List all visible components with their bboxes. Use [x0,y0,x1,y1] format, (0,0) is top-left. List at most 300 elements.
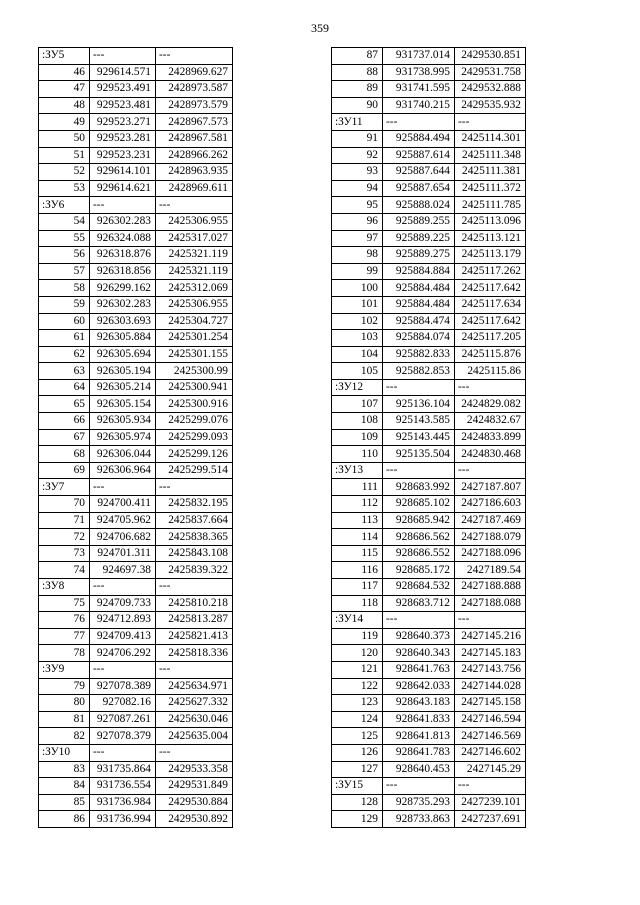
point-number: 127 [332,761,383,778]
coordinate-row [39,363,233,380]
y-coordinate: 2428973.587 [156,81,233,98]
y-coordinate: 2427187.469 [455,512,526,529]
y-coordinate: 2429531.758 [455,64,526,81]
x-coordinate: 928735.293 [383,794,455,811]
coordinate-row [332,263,526,280]
x-coordinate: 926306.044 [90,446,156,463]
point-number: 105 [332,363,383,380]
point-number: 121 [332,661,383,678]
y-coordinate: 2427188.888 [455,579,526,596]
x-placeholder: --- [90,744,156,761]
x-coordinate: 925882.833 [383,346,455,363]
coordinate-row [39,247,233,264]
coordinate-row [332,313,526,330]
point-number: 114 [332,529,383,546]
coordinate-row [39,678,233,695]
x-coordinate: 925884.484 [383,296,455,313]
point-number: 83 [39,761,90,778]
coordinate-row [332,280,526,297]
point-number: 62 [39,346,90,363]
coordinate-row [39,462,233,479]
point-number: 64 [39,379,90,396]
point-number: 90 [332,97,383,114]
y-coordinate: 2427146.569 [455,728,526,745]
point-number: 96 [332,213,383,230]
x-coordinate: 924709.413 [90,628,156,645]
point-number: 73 [39,545,90,562]
y-coordinate: 2427186.603 [455,496,526,513]
x-coordinate: 925143.585 [383,413,455,430]
y-coordinate: 2427144.028 [455,678,526,695]
coordinate-row [332,446,526,463]
x-coordinate: 928686.552 [383,545,455,562]
point-number: 58 [39,280,90,297]
parcel-group-row [332,612,526,629]
point-number: 104 [332,346,383,363]
point-number: 93 [332,164,383,181]
y-coordinate: 2425635.004 [156,728,233,745]
x-coordinate: 931736.554 [90,778,156,795]
y-placeholder: --- [455,114,526,131]
parcel-group-row [39,48,233,65]
point-number: 95 [332,197,383,214]
x-placeholder: --- [383,778,455,795]
coordinate-row [39,64,233,81]
parcel-label: :ЗУ8 [39,579,90,596]
y-coordinate: 2425300.99 [156,363,233,380]
y-coordinate: 2427188.088 [455,595,526,612]
point-number: 67 [39,429,90,446]
x-coordinate: 926303.693 [90,313,156,330]
y-coordinate: 2425117.642 [455,313,526,330]
y-coordinate: 2429530.892 [156,811,233,828]
parcel-group-row [332,114,526,131]
x-coordinate: 925889.275 [383,247,455,264]
point-number: 48 [39,97,90,114]
coordinate-row [39,446,233,463]
y-coordinate: 2424830.468 [455,446,526,463]
x-coordinate: 929523.481 [90,97,156,114]
y-coordinate: 2425117.205 [455,330,526,347]
y-coordinate: 2429532.888 [455,81,526,98]
x-coordinate: 928641.783 [383,744,455,761]
point-number: 46 [39,64,90,81]
x-placeholder: --- [90,48,156,65]
x-coordinate: 927078.379 [90,728,156,745]
y-coordinate: 2424833.899 [455,429,526,446]
x-coordinate: 924709.733 [90,595,156,612]
x-coordinate: 928641.813 [383,728,455,745]
coordinate-row [39,313,233,330]
x-coordinate: 928640.343 [383,645,455,662]
coordinates-table-left [38,47,233,828]
point-number: 81 [39,711,90,728]
y-coordinate: 2425113.096 [455,213,526,230]
coordinate-row [332,512,526,529]
point-number: 89 [332,81,383,98]
coordinate-row [39,130,233,147]
y-coordinate: 2427187.807 [455,479,526,496]
coordinate-row [39,728,233,745]
y-coordinate: 2425115.86 [455,363,526,380]
point-number: 102 [332,313,383,330]
coordinate-row [332,48,526,65]
coordinate-row [332,545,526,562]
y-coordinate: 2428973.579 [156,97,233,114]
y-coordinate: 2425321.119 [156,247,233,264]
x-placeholder: --- [90,197,156,214]
point-number: 87 [332,48,383,65]
coordinate-row [39,429,233,446]
y-coordinate: 2425321.119 [156,263,233,280]
parcel-label: :ЗУ5 [39,48,90,65]
y-coordinate: 2425111.381 [455,164,526,181]
y-placeholder: --- [455,612,526,629]
coordinate-row [39,280,233,297]
x-coordinate: 928640.453 [383,761,455,778]
y-placeholder: --- [156,197,233,214]
x-coordinate: 925135.504 [383,446,455,463]
coordinate-row [39,180,233,197]
coordinate-row [332,130,526,147]
y-coordinate: 2425114.301 [455,130,526,147]
y-coordinate: 2427145.158 [455,695,526,712]
point-number: 111 [332,479,383,496]
y-coordinate: 2425299.076 [156,413,233,430]
x-coordinate: 926305.694 [90,346,156,363]
point-number: 59 [39,296,90,313]
coordinate-row [332,64,526,81]
x-coordinate: 925882.853 [383,363,455,380]
point-number: 101 [332,296,383,313]
y-coordinate: 2427188.079 [455,529,526,546]
x-coordinate: 924712.893 [90,612,156,629]
coordinates-table-right [331,47,526,828]
x-coordinate: 925889.255 [383,213,455,230]
x-coordinate: 924700.411 [90,496,156,513]
point-number: 113 [332,512,383,529]
point-number: 51 [39,147,90,164]
y-coordinate: 2425306.955 [156,213,233,230]
coordinate-row [39,794,233,811]
x-coordinate: 928643.183 [383,695,455,712]
point-number: 124 [332,711,383,728]
y-coordinate: 2425312.069 [156,280,233,297]
point-number: 125 [332,728,383,745]
x-coordinate: 931735.864 [90,761,156,778]
y-coordinate: 2427145.29 [455,761,526,778]
y-coordinate: 2428969.627 [156,64,233,81]
coordinate-row [39,114,233,131]
coordinate-row [39,97,233,114]
point-number: 88 [332,64,383,81]
coordinate-row [332,562,526,579]
y-coordinate: 2425111.372 [455,180,526,197]
y-placeholder: --- [455,379,526,396]
x-placeholder: --- [383,612,455,629]
y-coordinate: 2425306.955 [156,296,233,313]
point-number: 129 [332,811,383,828]
coordinate-row [39,778,233,795]
parcel-group-row [332,778,526,795]
x-coordinate: 931736.984 [90,794,156,811]
point-number: 110 [332,446,383,463]
coordinate-row [39,612,233,629]
y-coordinate: 2425832.195 [156,496,233,513]
point-number: 123 [332,695,383,712]
y-coordinate: 2427239.101 [455,794,526,811]
y-coordinate: 2429531.849 [156,778,233,795]
x-coordinate: 926305.154 [90,396,156,413]
parcel-group-row [39,661,233,678]
coordinate-row [332,794,526,811]
coordinate-row [332,197,526,214]
y-coordinate: 2425117.262 [455,263,526,280]
point-number: 78 [39,645,90,662]
y-coordinate: 2425317.027 [156,230,233,247]
point-number: 56 [39,247,90,264]
x-placeholder: --- [383,462,455,479]
coordinate-row [39,379,233,396]
coordinate-row [332,628,526,645]
y-coordinate: 2425299.514 [156,462,233,479]
point-number: 50 [39,130,90,147]
x-coordinate: 924697.38 [90,562,156,579]
x-coordinate: 925884.484 [383,280,455,297]
y-placeholder: --- [455,778,526,795]
x-coordinate: 928641.763 [383,661,455,678]
coordinate-row [39,529,233,546]
point-number: 108 [332,413,383,430]
x-coordinate: 925889.225 [383,230,455,247]
coordinate-row [332,529,526,546]
y-coordinate: 2428966.262 [156,147,233,164]
parcel-group-row [39,479,233,496]
y-coordinate: 2425839.322 [156,562,233,579]
y-placeholder: --- [455,462,526,479]
coordinate-row [332,213,526,230]
x-coordinate: 926306.964 [90,462,156,479]
coordinate-row [39,711,233,728]
x-coordinate: 929523.491 [90,81,156,98]
y-coordinate: 2427145.216 [455,628,526,645]
coordinate-row [332,346,526,363]
point-number: 97 [332,230,383,247]
x-coordinate: 926305.194 [90,363,156,380]
x-coordinate: 929523.271 [90,114,156,131]
x-coordinate: 928683.992 [383,479,455,496]
coordinate-row [39,330,233,347]
x-coordinate: 928685.942 [383,512,455,529]
coordinate-row [332,661,526,678]
y-coordinate: 2428967.573 [156,114,233,131]
coordinate-row [39,230,233,247]
x-coordinate: 925888.024 [383,197,455,214]
coordinate-row [332,363,526,380]
y-coordinate: 2425117.634 [455,296,526,313]
point-number: 94 [332,180,383,197]
y-coordinate: 2425630.046 [156,711,233,728]
x-coordinate: 926302.283 [90,296,156,313]
point-number: 65 [39,396,90,413]
y-coordinate: 2428963.935 [156,164,233,181]
y-placeholder: --- [156,48,233,65]
point-number: 69 [39,462,90,479]
coordinate-row [39,263,233,280]
y-coordinate: 2427145.183 [455,645,526,662]
coordinate-row [332,164,526,181]
coordinate-row [332,744,526,761]
x-coordinate: 925136.104 [383,396,455,413]
page-number: 359 [311,21,329,35]
x-coordinate: 927078.389 [90,678,156,695]
coordinate-row [332,695,526,712]
x-coordinate: 928685.102 [383,496,455,513]
coordinate-row [39,761,233,778]
coordinate-row [39,147,233,164]
x-coordinate: 925884.474 [383,313,455,330]
coordinate-row [332,180,526,197]
coordinate-row [332,247,526,264]
parcel-label: :ЗУ9 [39,661,90,678]
x-coordinate: 926305.934 [90,413,156,430]
point-number: 74 [39,562,90,579]
y-coordinate: 2427143.756 [455,661,526,678]
point-number: 55 [39,230,90,247]
point-number: 77 [39,628,90,645]
point-number: 52 [39,164,90,181]
coordinate-row [332,97,526,114]
point-number: 112 [332,496,383,513]
y-coordinate: 2425838.365 [156,529,233,546]
coordinate-row [39,164,233,181]
x-coordinate: 928640.373 [383,628,455,645]
x-coordinate: 929523.231 [90,147,156,164]
x-coordinate: 925143.445 [383,429,455,446]
x-coordinate: 928642.033 [383,678,455,695]
x-placeholder: --- [383,379,455,396]
point-number: 128 [332,794,383,811]
y-placeholder: --- [156,579,233,596]
point-number: 72 [39,529,90,546]
x-coordinate: 928684.532 [383,579,455,596]
coordinate-row [39,346,233,363]
parcel-label: :ЗУ15 [332,778,383,795]
coordinate-row [332,81,526,98]
x-coordinate: 925884.494 [383,130,455,147]
coordinate-row [39,562,233,579]
x-coordinate: 924705.962 [90,512,156,529]
x-coordinate: 924706.682 [90,529,156,546]
x-coordinate: 929614.571 [90,64,156,81]
y-coordinate: 2425837.664 [156,512,233,529]
coordinate-row [332,147,526,164]
parcel-label: :ЗУ14 [332,612,383,629]
y-coordinate: 2429535.932 [455,97,526,114]
point-number: 122 [332,678,383,695]
y-coordinate: 2428969.611 [156,180,233,197]
point-number: 91 [332,130,383,147]
x-placeholder: --- [383,114,455,131]
coordinate-row [332,413,526,430]
y-coordinate: 2425634.971 [156,678,233,695]
y-coordinate: 2425301.254 [156,330,233,347]
point-number: 100 [332,280,383,297]
point-number: 66 [39,413,90,430]
y-coordinate: 2425115.876 [455,346,526,363]
parcel-label: :ЗУ11 [332,114,383,131]
coordinate-row [332,761,526,778]
point-number: 84 [39,778,90,795]
coordinate-row [39,811,233,828]
x-placeholder: --- [90,661,156,678]
coordinate-row [332,579,526,596]
x-coordinate: 926305.974 [90,429,156,446]
y-coordinate: 2424829.082 [455,396,526,413]
x-coordinate: 928685.172 [383,562,455,579]
x-coordinate: 929523.281 [90,130,156,147]
x-coordinate: 925884.884 [383,263,455,280]
coordinate-row [39,496,233,513]
x-coordinate: 925887.654 [383,180,455,197]
y-coordinate: 2425117.642 [455,280,526,297]
point-number: 80 [39,695,90,712]
parcel-label: :ЗУ10 [39,744,90,761]
coordinate-row [332,230,526,247]
x-coordinate: 925887.644 [383,164,455,181]
y-coordinate: 2429533.358 [156,761,233,778]
y-coordinate: 2424832.67 [455,413,526,430]
point-number: 63 [39,363,90,380]
point-number: 68 [39,446,90,463]
x-coordinate: 927082.16 [90,695,156,712]
y-coordinate: 2427146.594 [455,711,526,728]
x-coordinate: 931741.595 [383,81,455,98]
x-coordinate: 926318.856 [90,263,156,280]
coordinate-row [332,595,526,612]
coordinate-row [332,296,526,313]
coordinate-row [39,628,233,645]
x-coordinate: 927087.261 [90,711,156,728]
point-number: 47 [39,81,90,98]
coordinate-row [39,396,233,413]
point-number: 57 [39,263,90,280]
x-coordinate: 928683.712 [383,595,455,612]
coordinate-row [332,678,526,695]
point-number: 70 [39,496,90,513]
parcel-group-row [39,197,233,214]
point-number: 76 [39,612,90,629]
x-placeholder: --- [90,579,156,596]
coordinate-row [332,429,526,446]
coordinate-row [39,413,233,430]
y-coordinate: 2425810.218 [156,595,233,612]
y-coordinate: 2425300.916 [156,396,233,413]
point-number: 99 [332,263,383,280]
point-number: 71 [39,512,90,529]
x-coordinate: 924706.292 [90,645,156,662]
x-coordinate: 928686.562 [383,529,455,546]
point-number: 120 [332,645,383,662]
x-coordinate: 931740.215 [383,97,455,114]
y-coordinate: 2425299.126 [156,446,233,463]
point-number: 103 [332,330,383,347]
point-number: 115 [332,545,383,562]
y-coordinate: 2425299.093 [156,429,233,446]
point-number: 54 [39,213,90,230]
parcel-group-row [332,462,526,479]
point-number: 49 [39,114,90,131]
